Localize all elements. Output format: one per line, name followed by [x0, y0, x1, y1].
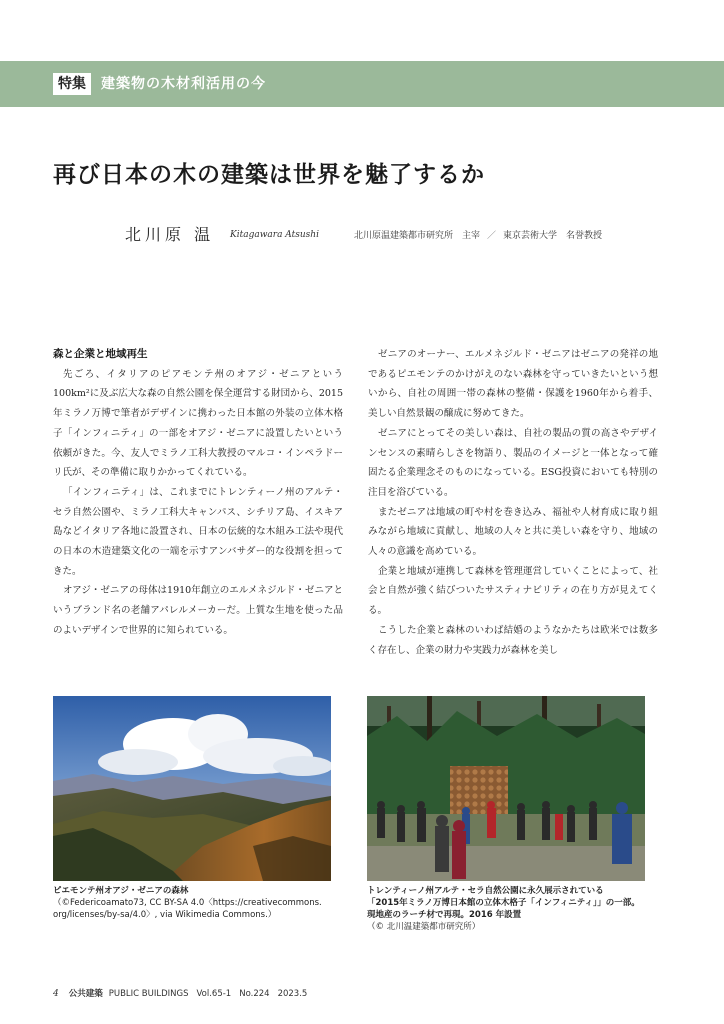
paragraph: こうした企業と森林のいわば結婚のようなかたちは欧米では数多く存在し、企業の財力や実践力が森林を美し	[368, 624, 658, 656]
photo-infinity-lattice	[367, 696, 645, 881]
issue-number: No.224	[239, 989, 270, 999]
paragraph: 企業と地域が連携して森林を管理運営していくことによって、社会と自然が強く結びついたサスティナビリティの在り方が見えてくる。	[368, 565, 658, 617]
caption-left	[53, 885, 343, 921]
caption-title: ピエモンテ州オアジ・ゼニアの森林	[53, 886, 189, 896]
issue-date: 2023.5	[277, 989, 308, 999]
article-title: 再び日本の木の建築は世界を魅了するか	[53, 162, 485, 188]
paragraph: オアジ・ゼニアの母体は1910年創立のエルメネジルド・ゼニアというブランド名の老舗アパレルメーカーだ。上質な生地を使った品のよいデザインで世界的に知られている。	[53, 585, 343, 636]
caption-right	[367, 885, 667, 933]
paragraph: 「インフィニティ」は、これまでにトレンティーノ州のアルテ・セラ自然公園や、ミラノ工科大キャンパス、シチリア島、イスキア島などイタリア各地に設置され、日本の伝統的な木組み工法や現代の日本の木造建築文化の一端を示すアンバサダー的な役割を担ってきた。	[53, 486, 343, 577]
feature-badge: 特集	[53, 73, 91, 95]
affiliation-secondary: 東京芸術大学 名誉教授	[503, 231, 603, 241]
paragraph: またゼニアは地域の町や村を巻き込み、福祉や人材育成に取り組みながら地域に貢献し、地域の人々と共に美しい森を守り、地域の人々の意識を高めている。	[368, 506, 658, 558]
affiliation-separator: ／	[487, 231, 497, 241]
paragraph: 先ごろ、イタリアのピアモンテ州のオアジ・ゼニアという100km²に及ぶ広大な森の自然公園を保全運営する財団から、2015年ミラノ万博で筆者がデザインに携わった日本館の外装の立体木格子「インフィニティ」の一部をオアジ・ゼニアに設置したいという依頼がきた。今、友人でミラノ工科大教授のマルコ・インペラドーリ氏が、その準備に取りかかってくれている。	[53, 368, 343, 479]
paragraph: ゼニアにとってその美しい森は、自社の製品の質の高さやデザインセンスの素晴らしさを物語り、製品のイメージと一体となって確固たる企業理念そのものになっている。ESG投資においても特別の注目を浴びている。	[368, 427, 658, 498]
paragraph: ゼニアのオーナー、エルメネジルド・ゼニアはゼニアの発祥の地であるピエモンテのかけがえのない森林を守っていきたいという想いから、自社の周囲一帯の森林の整備・保護を1960年から着手、美しい自然景観の醸成に努めてきた。	[368, 349, 658, 420]
author-name: 北川原 温	[125, 225, 215, 244]
page-number: 4	[53, 989, 59, 999]
series-title: 建築物の木材利活用の今	[101, 76, 266, 92]
body-column-right	[368, 345, 658, 660]
affiliation-primary: 北川原温建築都市研究所 主宰	[354, 231, 481, 241]
page-footer	[53, 988, 307, 1000]
caption-credit: （© 北川温建築都市研究所）	[367, 922, 481, 932]
section-heading: 森と企業と地域再生	[53, 348, 148, 360]
caption-credit: org/licenses/by-sa/4.0〉, via Wikimedia Commons.）	[53, 910, 277, 920]
magazine-name-jp: 公共建築	[68, 989, 103, 999]
photo-piemonte-forest	[53, 696, 331, 881]
author-affiliation	[354, 230, 602, 242]
caption-title: 「2015年ミラノ万博日本館の立体木格子「インフィニティ」」の一部。	[367, 898, 640, 908]
caption-title: 現地産のラーチ材で再現。2016 年設置	[367, 910, 522, 920]
volume: Vol.65-1	[196, 989, 232, 999]
caption-title: トレンティーノ州アルテ・セラ自然公園に永久展示されている	[367, 886, 604, 896]
body-column-left	[53, 345, 343, 641]
author-name-en: Kitagawara Atsushi	[230, 230, 319, 240]
magazine-name-en: PUBLIC BUILDINGS	[108, 989, 189, 999]
caption-credit: （©Federicoamato73, CC BY-SA 4.0〈https://creativecommons.	[53, 898, 322, 908]
